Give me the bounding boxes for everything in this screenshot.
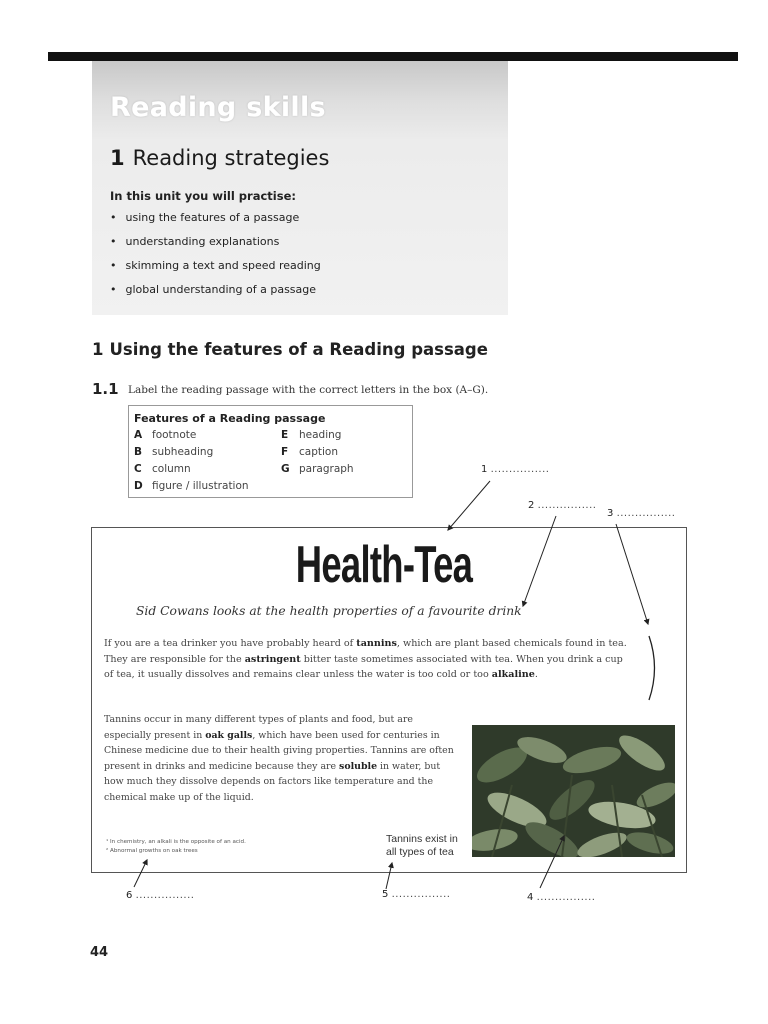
unit-title-text: Reading strategies [132, 146, 330, 170]
section-number: 1 [92, 340, 104, 359]
article-standfirst: Sid Cowans looks at the health properties of a favourite drink [136, 604, 522, 618]
article-footnotes [106, 838, 246, 856]
feature-text: paragraph [299, 463, 354, 475]
label-number: 1 [481, 464, 488, 475]
feature-item-f [281, 446, 338, 458]
label-number: 2 [528, 500, 535, 511]
feature-letter: E [281, 429, 289, 441]
label-number: 5 [382, 889, 389, 900]
footnote-2: ² Abnormal growths on oak trees [106, 848, 198, 854]
caption-line-2: all types of tea [386, 846, 454, 858]
feature-letter: B [134, 446, 143, 458]
answer-dots: ................ [391, 889, 451, 900]
practise-item: • using the features of a passage [110, 206, 321, 230]
keyword-alkaline: alkaline [491, 669, 535, 680]
paragraph-text: Tannins occur in many different types of plants and food, but are especially present in [104, 714, 413, 741]
practise-list [110, 206, 321, 302]
label-blank-5[interactable] [382, 889, 450, 900]
feature-letter: D [134, 480, 143, 492]
answer-dots: ................ [616, 508, 676, 519]
paragraph-text: , which are plant based chemicals found in tea. They are responsible for the [104, 638, 627, 665]
banner-title: Reading skills [110, 92, 326, 123]
feature-item-g [281, 463, 354, 475]
keyword-oak-galls: oak galls [205, 729, 253, 741]
feature-text: subheading [152, 446, 214, 458]
feature-text: heading [299, 429, 342, 441]
feature-item-e [281, 429, 341, 441]
answer-dots: ................ [537, 500, 597, 511]
exercise-number: 1.1 [92, 380, 119, 398]
feature-letter: F [281, 446, 289, 458]
article-paragraph-2 [104, 712, 454, 805]
label-blank-6[interactable] [126, 890, 194, 901]
paragraph-text: bitter taste sometimes associated with tea. When you drink a cup of tea, it usually dissolves and remains clear unless the water is too cold or too [104, 653, 623, 680]
practise-item: • understanding explanations [110, 230, 321, 254]
feature-item-b [134, 446, 213, 458]
answer-dots: ................ [536, 892, 596, 903]
answer-dots: ................ [135, 890, 195, 901]
paragraph-text: , which have been used for centuries in Chinese medicine due to their health giving properties. Tannins are often present in drinks and medicine because they are [104, 729, 454, 772]
keyword-soluble: soluble [339, 760, 378, 772]
paragraph-text: in water, but how much they dissolve depends on factors like temperature and the chemical make up of the liquid. [104, 760, 441, 803]
keyword-astringent: astringent [244, 653, 301, 665]
caption-line-1: Tannins exist in [386, 833, 458, 845]
label-blank-2[interactable] [528, 500, 596, 511]
label-number: 3 [607, 508, 614, 519]
feature-letter: G [281, 463, 290, 475]
feature-item-a [134, 429, 196, 441]
exercise-instruction: Label the reading passage with the correct letters in the box (A–G). [128, 384, 489, 396]
feature-letter: C [134, 463, 142, 475]
feature-text: column [152, 463, 191, 475]
label-blank-1[interactable] [481, 464, 549, 475]
label-number: 4 [527, 892, 534, 903]
article-headline: Health-Tea [295, 536, 473, 594]
paragraph-text: . [534, 669, 538, 680]
section-title [92, 340, 488, 359]
label-blank-3[interactable] [607, 508, 675, 519]
label-blank-4[interactable] [527, 892, 595, 903]
feature-text: figure / illustration [152, 480, 249, 492]
photo-caption [386, 833, 458, 859]
practise-heading: In this unit you will practise: [110, 189, 296, 203]
article-paragraph-1 [104, 636, 634, 683]
features-box-title: Features of a Reading passage [134, 412, 326, 425]
practise-item: • global understanding of a passage [110, 278, 321, 302]
feature-text: footnote [152, 429, 197, 441]
unit-number: 1 [110, 146, 125, 170]
page-number: 44 [90, 945, 109, 960]
top-rule [48, 52, 738, 61]
feature-text: caption [299, 446, 338, 458]
section-title-text: Using the features of a Reading passage [109, 340, 488, 359]
feature-item-c [134, 463, 191, 475]
unit-title [110, 146, 329, 170]
feature-item-d [134, 480, 249, 492]
label-number: 6 [126, 890, 133, 901]
paragraph-text: If you are a tea drinker you have probably heard of [104, 638, 357, 649]
answer-dots: ................ [490, 464, 550, 475]
keyword-tannins: tannins [356, 638, 397, 649]
feature-letter: A [134, 429, 143, 441]
practise-item: • skimming a text and speed reading [110, 254, 321, 278]
tea-plant-photo [472, 725, 675, 857]
footnote-1: ¹ In chemistry, an alkali is the opposite of an acid. [106, 839, 246, 845]
